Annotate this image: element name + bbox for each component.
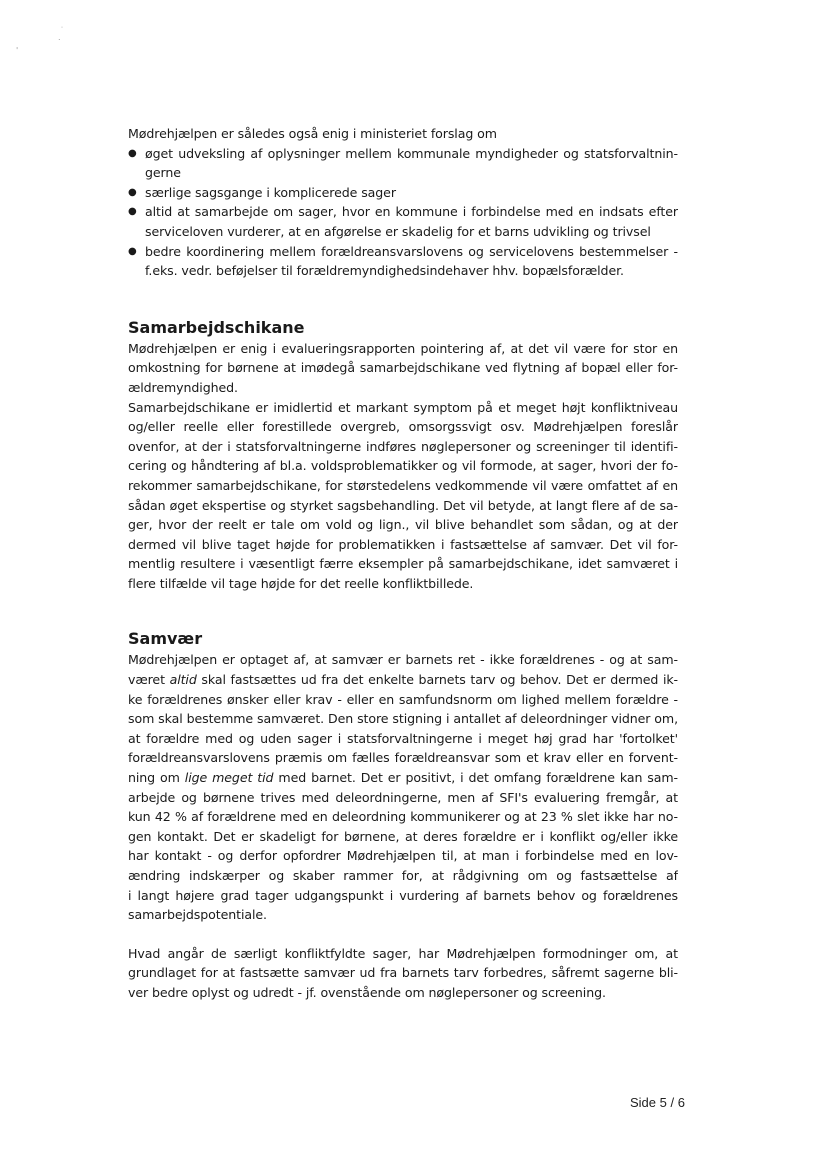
emphasis: altid	[169, 672, 197, 688]
bullet-item: ● særlige sagsgange i komplicerede sager	[128, 183, 678, 203]
bullet-icon: ●	[128, 245, 137, 257]
text-line: ke forældrenes ønsker eller krav - eller en samfundsnorm om lighed mellem forældre -	[128, 691, 678, 707]
bullet-icon: ●	[128, 186, 137, 198]
text-line: sådan øget ekspertise og styrket sagsbehandling. Det vil betyde, at langt flere af de sa-	[128, 497, 678, 513]
text-line: været altid skal fastsættes ud fra det enkelte barnets tarv og behov. Det er dermed ik-	[128, 672, 678, 688]
bullet-item: ● altid at samarbejde om sager, hvor en kommune i forbindelse med en indsats efter	[128, 202, 678, 222]
text-line: kun 42 % af forældrene med en deleordning kommunikerer og at 23 % slet ikke har no-	[128, 809, 678, 825]
scan-speck: '	[16, 46, 19, 55]
scan-speck: .	[58, 33, 61, 42]
text-line: ovenfor, at der i statsforvaltningerne indføres nøglepersoner og screeninger til identifi-	[128, 438, 678, 454]
text-line: forældreansvarslovens præmis om fælles forældreansvar som et krav eller en forvent-	[128, 750, 678, 766]
text-line: og/eller reelle eller forestillede overgreb, omsorgssvigt osv. Mødrehjælpen foreslår	[128, 419, 678, 435]
text-line: Mødrehjælpen er optaget af, at samvær er barnets ret - ikke forældrenes - og at sam-	[128, 652, 678, 668]
text-line: omkostning for børnene at imødegå samarbejdschikane ved flytning af bopæl eller for-	[128, 360, 678, 376]
text-line: som skal bestemme samværet. Den store stigning i antallet af deleordninger vidner om,	[128, 711, 678, 727]
bullet-icon: ●	[128, 206, 137, 218]
scan-speck: ˙	[60, 26, 64, 35]
text-line: samarbejdspotentiale.	[128, 907, 267, 923]
text-line: flere tilfælde vil tage højde for det reelle konfliktbillede.	[128, 575, 474, 591]
text-line: ændring indskærper og skaber rammer for, at rådgivning om og fastsættelse af	[128, 868, 678, 883]
text-line: grundlaget for at fastsætte samvær ud fra barnets tarv forbedres, såfremt sagerne bli-	[128, 965, 678, 981]
text-line: cering og håndtering af bl.a. voldsproblematikker og vil formode, at sager, hvori der fo-	[128, 458, 678, 474]
section-heading-samarbejdschikane: Samarbejdschikane	[128, 317, 305, 337]
bullet-item: ● øget udveksling af oplysninger mellem kommunale myndigheder og statsforvaltnin-	[128, 144, 678, 164]
text-line: rekommer samarbejdschikane, for størstedelens vedkommende vil være omfattet af en	[128, 477, 678, 493]
text-line: Hvad angår de særligt konfliktfyldte sager, har Mødrehjælpen formodninger om, at	[128, 945, 678, 961]
bullet-item-continuation: f.eks. vedr. beføjelser til forældremyndighedsindehaver hhv. bopælsforælder.	[145, 263, 624, 279]
emphasis: lige meget tid	[184, 770, 274, 786]
text-line: mentlig resultere i væsentligt færre eksempler på samarbejdschikane, idet samværet i	[128, 556, 678, 572]
document-body	[128, 124, 678, 1003]
bullet-item-continuation: gerne	[145, 165, 181, 181]
bullet-item: ● bedre koordinering mellem forældreansvarslovens og servicelovens bestemmelser -	[128, 242, 678, 262]
text-line: i langt højere grad tager udgangspunkt i vurdering af barnets behov og forældrenes	[128, 887, 678, 903]
text-line: at forældre med og uden sager i statsforvaltningerne i meget høj grad har 'fortolket'	[128, 730, 678, 746]
page-number: Side 5 / 6	[630, 1095, 685, 1110]
text-line: arbejde og børnene trives med deleordningerne, men af SFI's evaluering fremgår, at	[128, 789, 678, 805]
section-body-samarbejdschikane	[128, 339, 678, 594]
text-line: har kontakt - og derfor opfordrer Mødrehjælpen til, at man i forbindelse med en lov-	[128, 848, 678, 864]
bullet-item-continuation: serviceloven vurderer, at en afgørelse er skadelig for et barns udvikling og trivsel	[145, 223, 651, 239]
text-line: ning om lige meget tid med barnet. Det er positivt, i det omfang forældrene kan sam-	[128, 770, 678, 786]
section-heading-samvaer: Samvær	[128, 629, 203, 649]
text-line: gen kontakt. Det er skadeligt for børnene, at deres forældre er i konflikt og/eller ikke	[128, 828, 678, 844]
text-line: ver bedre oplyst og udredt - jf. ovenstående om nøglepersoner og screening.	[128, 984, 606, 1000]
text-line: ældremyndighed.	[128, 379, 238, 395]
text-line: Mødrehjælpen er enig i evalueringsrapporten pointering af, at det vil være for stor en	[128, 340, 678, 356]
intro-paragraph: Mødrehjælpen er således også enig i ministeriet forslag om	[128, 126, 497, 141]
text-line: ger, hvor der reelt er tale om vold og lign., vil blive behandlet som sådan, og at der	[128, 517, 678, 533]
text-line: Samarbejdschikane er imidlertid et markant symptom på et meget højt konfliktniveau	[128, 399, 678, 415]
closing-paragraph	[128, 944, 678, 1003]
text-line: dermed vil blive taget højde for problematikken i fastsættelse af samvær. Det vil for-	[128, 536, 678, 552]
section-body-samvaer	[128, 650, 678, 924]
bullet-icon: ●	[128, 147, 137, 159]
